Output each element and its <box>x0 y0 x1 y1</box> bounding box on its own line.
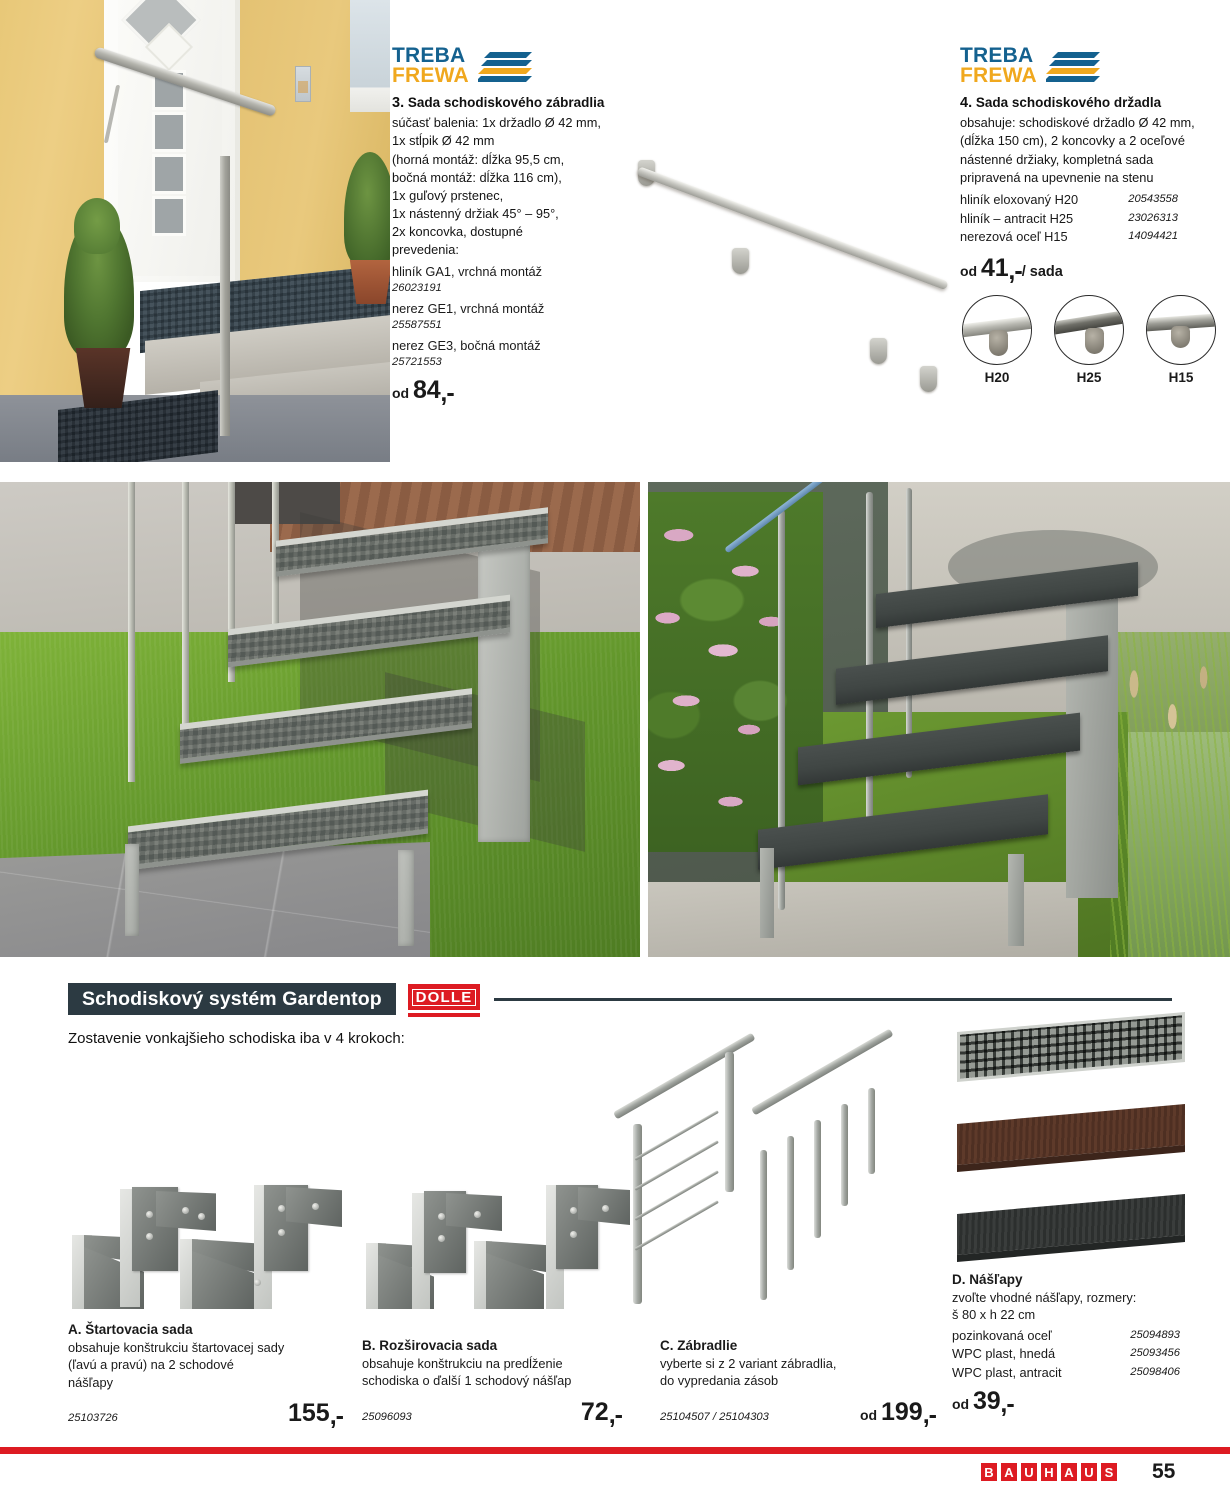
product-4-name: Sada schodiskového držadla <box>975 95 1162 111</box>
railing-baluster <box>868 1088 875 1174</box>
railing-top-rail <box>613 1033 756 1120</box>
bauhaus-logo <box>980 1462 1118 1482</box>
section-rule <box>494 998 1172 1001</box>
variant-row <box>392 338 607 369</box>
variant-article-number: 25587551 <box>392 319 442 332</box>
product-4-number: 4. <box>960 95 973 112</box>
desc-line: nášľapy <box>68 1374 113 1390</box>
logo-line-2: FREWA <box>960 64 1037 88</box>
railing-baluster <box>841 1104 848 1206</box>
gardentop-heading: Schodiskový systém Gardentop <box>82 987 382 1010</box>
variant-article-number: 26023191 <box>392 282 442 295</box>
variant-row <box>960 191 1178 210</box>
product-c-footer <box>660 1398 936 1427</box>
railing-thumbnail <box>605 1020 915 1320</box>
variant-row <box>960 210 1178 229</box>
price-currency: ,- <box>608 1400 622 1429</box>
product-a-title <box>68 1322 343 1337</box>
product-b-title <box>362 1338 622 1353</box>
stone-wall <box>620 0 950 462</box>
product-3-block <box>392 44 607 408</box>
desc-line: obsahuje konštrukciu na predĺženie <box>362 1356 563 1371</box>
variant-article-number: 14094421 <box>1128 230 1178 243</box>
handrail-post <box>220 156 230 436</box>
railing-baluster <box>814 1120 821 1238</box>
price-currency: ,- <box>440 379 454 408</box>
product-c-price <box>860 1398 936 1427</box>
railing-baluster <box>787 1136 794 1270</box>
galvanized-steel-outdoor-stairs-photo <box>0 482 640 957</box>
desc-line: obsahuje: schodiskové držadlo Ø 42 mm, <box>960 115 1195 131</box>
product-d-description <box>952 1289 1190 1324</box>
bauhaus-letter: U <box>1080 1462 1098 1482</box>
product-d-title <box>952 1272 1190 1287</box>
variant-row <box>392 301 607 332</box>
bracket-option-h15 <box>1146 295 1216 385</box>
wpc-anthracite-tread <box>957 1194 1185 1262</box>
treba-frewa-waves-icon <box>1046 49 1102 83</box>
starter-set-thumbnail <box>68 1185 348 1313</box>
desc-line: 1x nástenný držiak 45° – 95°, <box>392 206 559 222</box>
bauhaus-letter: U <box>1020 1462 1038 1482</box>
bracket-icon-row <box>962 295 1216 385</box>
variant-label: hliník eloxovaný H20 <box>960 191 1079 207</box>
desc-line: vyberte si z 2 variant zábradlia, <box>660 1356 837 1371</box>
variant-label: nerezová oceľ H15 <box>960 229 1068 245</box>
logo-line-2: FREWA <box>392 64 469 88</box>
desc-line: schodiska o ďalší 1 schodový nášľap <box>362 1373 572 1389</box>
desc-line: 1x stĺpik Ø 42 mm <box>392 133 495 149</box>
product-c-block <box>660 1338 936 1427</box>
product-b-price <box>581 1398 622 1427</box>
dolle-logo-underline <box>408 1013 480 1017</box>
stair-leg <box>1008 854 1024 946</box>
desc-line: nástenné držiaky, kompletná sada <box>960 151 1154 167</box>
price-value: 155 <box>288 1398 330 1427</box>
product-d-name: Nášľapy <box>969 1272 1023 1287</box>
product-c-name: Zábradlie <box>677 1338 738 1353</box>
product-c-description <box>660 1355 936 1390</box>
railing-cross-bar <box>634 1110 719 1161</box>
price-prefix: od <box>960 262 978 279</box>
product-3-name: Sada schodiskového zábradlia <box>407 95 605 111</box>
product-d-price <box>952 1387 1190 1416</box>
product-b-block <box>362 1338 622 1427</box>
desc-line: bočná montáž: dĺžka 116 cm), <box>392 169 562 185</box>
desc-line: 2x koncovka, dostupné <box>392 224 523 240</box>
page-number: 55 <box>1152 1460 1176 1483</box>
product-d-letter: D. <box>952 1272 966 1287</box>
desc-line: prevedenia: <box>392 242 459 258</box>
door-glass-strip <box>152 196 186 236</box>
product-4-price <box>960 254 1200 283</box>
price-prefix: od <box>392 385 410 402</box>
stone-wall-handrail-photo <box>620 0 950 462</box>
product-c-article-number: 25104507 / 25104303 <box>660 1410 769 1423</box>
bracket-option-h20 <box>962 295 1032 385</box>
railing-cross-bar <box>634 1200 719 1251</box>
product-d-block <box>952 1272 1190 1416</box>
treba-frewa-logo <box>960 46 1200 86</box>
stair-leg <box>398 850 414 946</box>
wall-bracket <box>732 248 749 274</box>
bracket-option-h25 <box>1054 295 1124 385</box>
product-4-description <box>960 114 1200 186</box>
variant-row <box>952 1364 1180 1383</box>
treba-frewa-waves-icon <box>478 49 534 83</box>
variant-label: pozinkovaná oceľ <box>952 1327 1052 1343</box>
footer-red-bar <box>0 1447 1230 1454</box>
price-prefix: od <box>952 1395 970 1412</box>
variant-label: hliník – antracit H25 <box>960 210 1074 226</box>
product-3-title <box>392 95 607 111</box>
dolle-logo-text: DOLLE <box>412 989 477 1006</box>
bracket-label: H20 <box>984 370 1010 385</box>
product-b-article-number: 25096093 <box>362 1410 412 1423</box>
desc-line: (ľavú a pravú) na 2 schodové <box>68 1357 234 1373</box>
product-a-name: Štartovacia sada <box>85 1322 193 1337</box>
variant-label: WPC plast, antracit <box>952 1364 1062 1380</box>
variant-article-number: 25721553 <box>392 356 442 369</box>
product-4-block <box>960 46 1200 283</box>
handrail-bracket-h25-icon <box>1054 295 1124 365</box>
wpc-anthracite-outdoor-stairs-photo <box>648 482 1230 957</box>
price-currency: ,- <box>1008 256 1022 285</box>
price-currency: ,- <box>922 1400 936 1429</box>
stair-stringer <box>478 542 530 842</box>
mailbox <box>295 66 311 102</box>
railing-post <box>725 1052 734 1192</box>
desc-line: pripravená na upevnenie na stenu <box>960 169 1154 185</box>
variant-row <box>392 264 607 295</box>
variant-row <box>952 1345 1180 1364</box>
product-a-description <box>68 1339 343 1391</box>
variant-article-number: 25098406 <box>1130 1365 1180 1378</box>
product-b-description <box>362 1355 622 1390</box>
door-glass-strip <box>152 112 186 152</box>
product-b-name: Rozširovacia sada <box>379 1338 498 1353</box>
product-4-title <box>960 95 1200 111</box>
desc-line: š 80 x h 22 cm <box>952 1307 1036 1323</box>
railing-cross-bar <box>634 1140 719 1191</box>
desc-line: súčasť balenia: 1x držadlo Ø 42 mm, <box>392 115 601 131</box>
wall-bracket <box>920 366 937 392</box>
logo-line-1: TREBA <box>960 44 1034 67</box>
variant-article-number: 20543558 <box>1128 192 1178 205</box>
bracket-label: H15 <box>1168 370 1194 385</box>
wall-bracket <box>870 338 887 364</box>
railing-post <box>128 482 135 782</box>
desc-line: (horná montáž: dĺžka 95,5 cm, <box>392 151 565 167</box>
desc-line: 1x guľový prstenec, <box>392 187 504 203</box>
desc-line: do vypredania zásob <box>660 1373 779 1389</box>
stair-leg <box>125 844 139 936</box>
handrail-bracket-h15-icon <box>1146 295 1216 365</box>
product-a-letter: A. <box>68 1322 82 1337</box>
bauhaus-letter: H <box>1040 1462 1058 1482</box>
gardentop-heading-bar <box>68 983 396 1015</box>
variant-article-number: 25094893 <box>1130 1328 1180 1341</box>
product-a-footer <box>68 1399 343 1428</box>
variant-label: nerez GE3, bočná montáž <box>392 338 541 354</box>
product-b-letter: B. <box>362 1338 376 1353</box>
dolle-logo <box>408 984 480 1014</box>
variant-row <box>952 1327 1180 1346</box>
product-3-description <box>392 114 607 258</box>
railing-baluster <box>760 1150 767 1300</box>
window <box>350 0 390 112</box>
extension-set-thumbnail <box>362 1185 632 1313</box>
bracket-label: H25 <box>1076 370 1102 385</box>
variant-row <box>960 228 1178 247</box>
variant-article-number: 23026313 <box>1128 211 1178 224</box>
product-3-number: 3. <box>392 95 405 112</box>
house-entrance-handrail-photo <box>0 0 390 462</box>
price-unit: / sada <box>1021 263 1063 280</box>
stair-leg <box>760 848 774 938</box>
railing-cross-bar <box>634 1170 719 1221</box>
desc-line: obsahuje konštrukciu štartovacej sady <box>68 1340 285 1355</box>
price-currency: ,- <box>329 1401 343 1430</box>
price-currency: ,- <box>1000 1389 1014 1418</box>
price-value: 39 <box>973 1386 1001 1415</box>
bauhaus-letter: S <box>1100 1462 1118 1482</box>
ornamental-grass <box>1110 632 1230 957</box>
railing-post <box>182 482 189 732</box>
price-value: 41 <box>981 253 1009 282</box>
product-3-price <box>392 376 607 408</box>
product-b-footer <box>362 1398 622 1427</box>
handrail-bracket-h20-icon <box>962 295 1032 365</box>
price-value: 84 <box>413 376 441 405</box>
product-a-price <box>288 1399 343 1428</box>
desc-line: (dĺžka 150 cm), 2 koncovky a 2 oceľové <box>960 133 1185 149</box>
variant-label: nerez GE1, vrchná montáž <box>392 301 545 317</box>
bauhaus-letter: A <box>1060 1462 1078 1482</box>
gardentop-subheading: Zostavenie vonkajšieho schodiska iba v 4 krokoch: <box>68 1030 405 1047</box>
variant-label: hliník GA1, vrchná montáž <box>392 264 543 280</box>
treba-frewa-logo <box>392 46 607 86</box>
product-a-article-number: 25103726 <box>68 1411 118 1424</box>
bauhaus-letter: A <box>1000 1462 1018 1482</box>
variant-article-number: 25093456 <box>1130 1347 1180 1360</box>
potted-shrub <box>64 216 134 360</box>
product-a-block <box>68 1322 343 1428</box>
logo-line-1: TREBA <box>392 44 466 67</box>
price-value: 199 <box>881 1397 923 1426</box>
wpc-brown-tread <box>957 1104 1185 1172</box>
door-glass-strip <box>152 154 186 194</box>
variant-label: WPC plast, hnedá <box>952 1346 1056 1362</box>
price-prefix: od <box>860 1406 878 1423</box>
bauhaus-letter: B <box>980 1462 998 1482</box>
tread-options-thumbnail <box>955 1022 1190 1272</box>
price-value: 72 <box>580 1397 609 1426</box>
product-c-title <box>660 1338 936 1353</box>
product-c-letter: C. <box>660 1338 674 1353</box>
desc-line: zvoľte vhodné nášľapy, rozmery: <box>952 1290 1137 1305</box>
galvanized-steel-tread <box>957 1012 1185 1082</box>
